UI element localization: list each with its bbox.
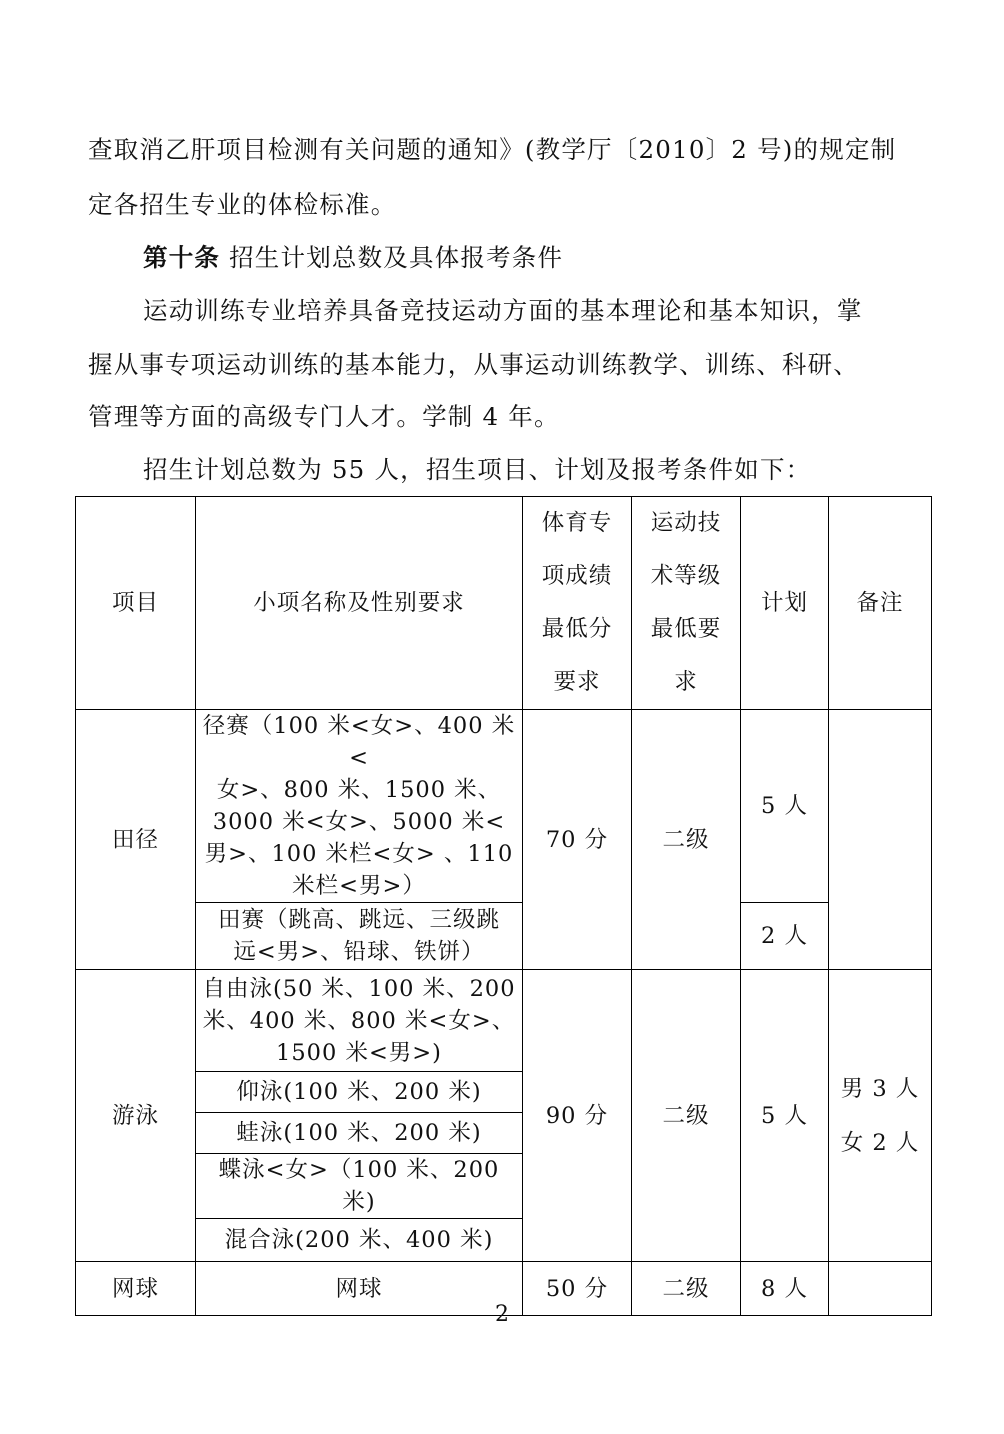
article-heading [143, 243, 563, 273]
article-label: 第十条 [143, 243, 221, 272]
page-number: 2 [495, 1302, 509, 1327]
cell-event: 蝶泳<女>（100 米、200 米) [196, 1154, 523, 1219]
cell-plan: 5 人 [741, 710, 829, 903]
article-title: 招生计划总数及具体报考条件 [229, 243, 564, 272]
event-text: 田赛（跳高、跳远、三级跳 [217, 907, 500, 933]
event-text: 男>、100 米栏<女> 、110 [204, 841, 514, 867]
table-row [76, 710, 932, 903]
cell-event [196, 970, 523, 1072]
paragraph-line: 定各招生专业的体检标准。 [88, 190, 397, 219]
cell-event: 混合泳(200 米、400 米) [196, 1219, 523, 1262]
enrollment-plan-table [75, 496, 932, 1316]
cell-note [829, 710, 932, 970]
table-row [76, 970, 932, 1072]
table-header-row [76, 497, 932, 710]
event-text: 3000 米<女>、5000 米< [212, 809, 506, 835]
cell-score: 70 分 [523, 710, 632, 970]
paragraph-line: 招生计划总数为 55 人，招生项目、计划及报考条件如下： [143, 455, 812, 484]
paragraph-line: 运动训练专业培养具备竞技运动方面的基本理论和基本知识，掌 [143, 296, 863, 325]
event-text: 径赛（100 米<女>、400 米< [202, 713, 516, 771]
cell-note [829, 970, 932, 1262]
header-text: 最低要 [650, 616, 722, 642]
cell-plan: 8 人 [741, 1262, 829, 1316]
header-score [523, 497, 632, 710]
cell-level: 二级 [632, 710, 741, 970]
cell-project: 游泳 [76, 970, 196, 1262]
header-text: 求 [674, 669, 698, 695]
event-text: 1500 米<男>) [276, 1039, 442, 1066]
paragraph-line: 握从事专项运动训练的基本能力，从事运动训练教学、训练、科研、 [88, 350, 859, 379]
cell-event [196, 903, 523, 970]
note-text: 女 2 人 [840, 1129, 920, 1156]
header-plan: 计划 [741, 497, 829, 710]
header-project: 项目 [76, 497, 196, 710]
paragraph-line: 管理等方面的高级专门人才。学制 4 年。 [88, 402, 560, 431]
event-text: 女>、800 米、1500 米、 [216, 777, 502, 803]
header-note: 备注 [829, 497, 932, 710]
event-text: 米栏<男>） [292, 873, 426, 899]
paragraph-line: 查取消乙肝项目检测有关问题的通知》(教学厅〔2010〕2 号)的规定制 [88, 135, 897, 164]
header-text: 项成绩 [541, 563, 613, 589]
header-text: 术等级 [650, 563, 722, 589]
note-text: 男 3 人 [840, 1075, 920, 1102]
cell-score: 90 分 [523, 970, 632, 1262]
cell-event: 蛙泳(100 米、200 米) [196, 1113, 523, 1154]
event-text: 远<男>、铅球、铁饼） [233, 939, 485, 965]
cell-level: 二级 [632, 970, 741, 1262]
cell-plan: 5 人 [741, 970, 829, 1262]
cell-plan: 2 人 [741, 903, 829, 970]
table-row [76, 903, 932, 970]
event-text: 自由泳(50 米、100 米、200 [202, 975, 516, 1002]
header-text: 最低分 [541, 616, 613, 642]
header-text: 体育专 [541, 510, 613, 536]
header-event: 小项名称及性别要求 [196, 497, 523, 710]
cell-project: 田径 [76, 710, 196, 970]
header-text: 运动技 [650, 510, 722, 536]
event-text: 米、400 米、800 米<女>、 [202, 1007, 516, 1034]
cell-project: 网球 [76, 1262, 196, 1316]
cell-level: 二级 [632, 1262, 741, 1316]
header-level [632, 497, 741, 710]
cell-event [196, 710, 523, 903]
cell-event: 仰泳(100 米、200 米) [196, 1072, 523, 1113]
cell-event: 网球 [196, 1262, 523, 1316]
header-text: 要求 [553, 669, 601, 695]
cell-score: 50 分 [523, 1262, 632, 1316]
